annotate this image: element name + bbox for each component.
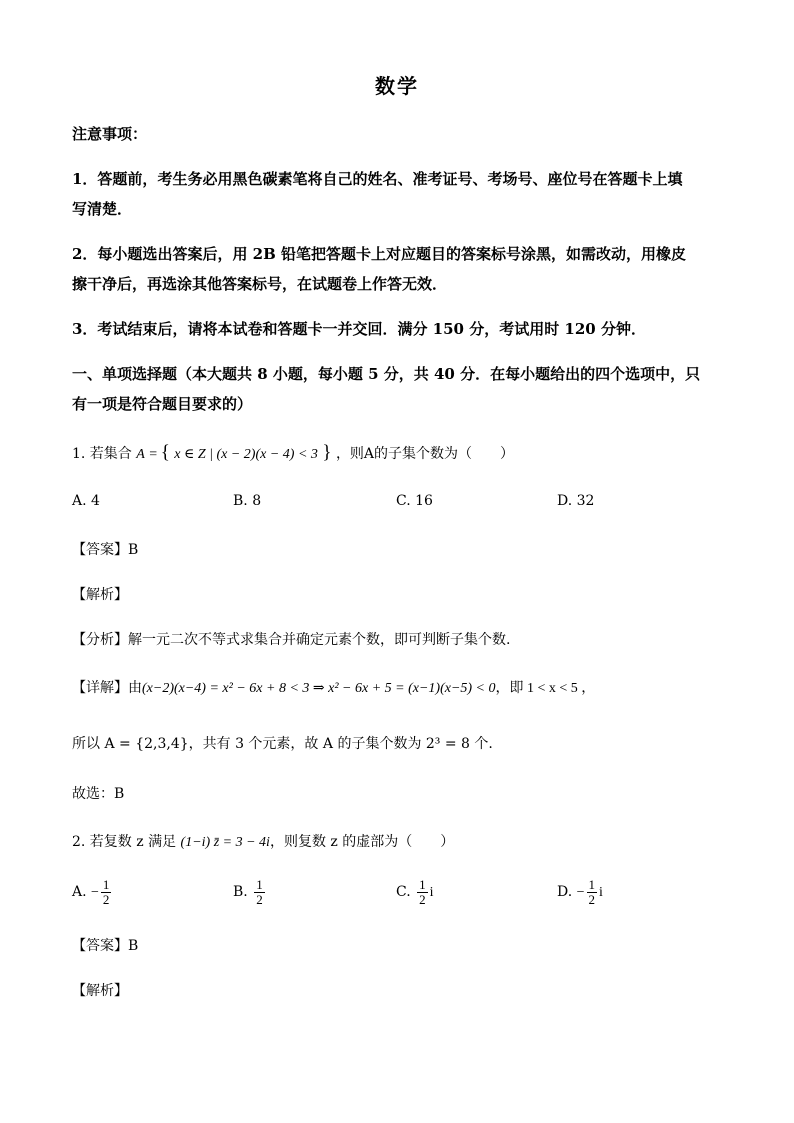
question-1-option-d: D. 32: [557, 493, 595, 509]
fraction: [101, 878, 112, 906]
question-2-expression: (1−i) z̄ = 3 − 4i: [180, 835, 270, 850]
question-2-option-c: [396, 878, 434, 906]
question-1-suffix: ，则A的子集个数为（ ）: [335, 446, 515, 462]
question-1-detail-math: (x−2)(x−4) = x² − 6x + 8 < 3 ⇒ x² − 6x + 5 = (x−1)(x−5) < 0: [142, 681, 496, 696]
question-2-option-d: [557, 878, 603, 906]
fraction-numerator: 1: [102, 877, 110, 892]
question-2-option-b: [233, 878, 267, 906]
option-unit: i: [599, 885, 603, 901]
notice-item-2-line-1: 2．每小题选出答案后，用 2B 铅笔把答题卡上对应题目的答案标号涂黑，如需改动，用橡皮: [72, 245, 687, 263]
notice-item-3: 3．考试结束后，请将本试卷和答题卡一并交回．满分 150 分，考试用时 120 分钟．: [72, 320, 646, 338]
question-1-set-expression: x ∈ Z | (x − 2)(x − 4) < 3: [174, 447, 318, 462]
question-2-prefix: 2. 若复数 z 满足: [72, 834, 177, 850]
fraction: [254, 878, 265, 906]
notice-item-1-line-1: 1．答题前，考生务必用黑色碳素笔将自己的姓名、准考证号、考场号、座位号在答题卡上填: [72, 170, 683, 188]
option-label: B.: [233, 884, 248, 901]
fraction-denominator: 2: [419, 891, 426, 907]
question-2-option-a: [72, 878, 113, 906]
section-1-heading-line-2: 有一项是符合题目要求的）: [72, 395, 253, 413]
fraction-numerator: 1: [588, 877, 596, 892]
question-1-stem: [72, 443, 514, 463]
question-1-option-b: B. 8: [233, 493, 262, 509]
fraction-denominator: 2: [256, 891, 263, 907]
option-label: D.: [557, 884, 573, 901]
notice-item-1-line-2: 写清楚．: [72, 200, 133, 218]
question-1-detail-tail: ，即 1 < x < 5 ，: [495, 681, 596, 696]
page-title: 数学: [375, 74, 419, 98]
notice-item-2-line-2: 擦干净后，再选涂其他答案标号，在试题卷上作答无效．: [72, 275, 448, 293]
question-2-answer: 【答案】B: [72, 938, 139, 954]
option-sign: −: [91, 885, 99, 901]
question-1-prefix: 1. 若集合: [72, 446, 132, 462]
question-2-analysis-label: 【解析】: [72, 983, 128, 999]
question-1-detail-line-2: 所以 A = {2,3,4}，共有 3 个元素，故 A 的子集个数为 2³ = 8 个.: [72, 736, 493, 752]
fraction: [417, 878, 428, 906]
question-1-option-a: A. 4: [72, 493, 100, 509]
question-1-analysis-label: 【解析】: [72, 587, 128, 603]
question-1-conclusion: 故选：B: [72, 786, 125, 802]
right-brace-glyph: }: [322, 442, 332, 463]
question-1-set-name: A: [136, 447, 145, 462]
fraction-numerator: 1: [419, 877, 426, 892]
option-label: A.: [72, 884, 87, 901]
section-1-heading-line-1: 一、单项选择题（本大题共 8 小题，每小题 5 分，共 40 分．在每小题给出的四个选项中，只: [72, 365, 701, 383]
question-1-fenxi: 【分析】解一元二次不等式求集合并确定元素个数，即可判断子集个数.: [72, 632, 511, 648]
question-1-answer: 【答案】B: [72, 542, 139, 558]
question-1-detail-label: 【详解】由: [72, 680, 142, 696]
option-sign: −: [576, 885, 585, 901]
option-label: C.: [396, 884, 411, 901]
question-1-detail: [72, 677, 595, 697]
notice-heading: 注意事项：: [72, 125, 148, 143]
left-brace-glyph: {: [160, 442, 170, 463]
fraction-denominator: 2: [588, 891, 596, 907]
question-1-option-c: C. 16: [396, 493, 433, 509]
option-unit: i: [429, 885, 434, 901]
question-2-suffix: ，则复数 z 的虚部为（ ）: [269, 834, 455, 850]
question-1-equals: =: [149, 447, 161, 462]
fraction-numerator: 1: [256, 877, 263, 892]
question-2-stem: [72, 831, 454, 851]
fraction: [587, 878, 598, 906]
fraction-denominator: 2: [102, 891, 110, 907]
